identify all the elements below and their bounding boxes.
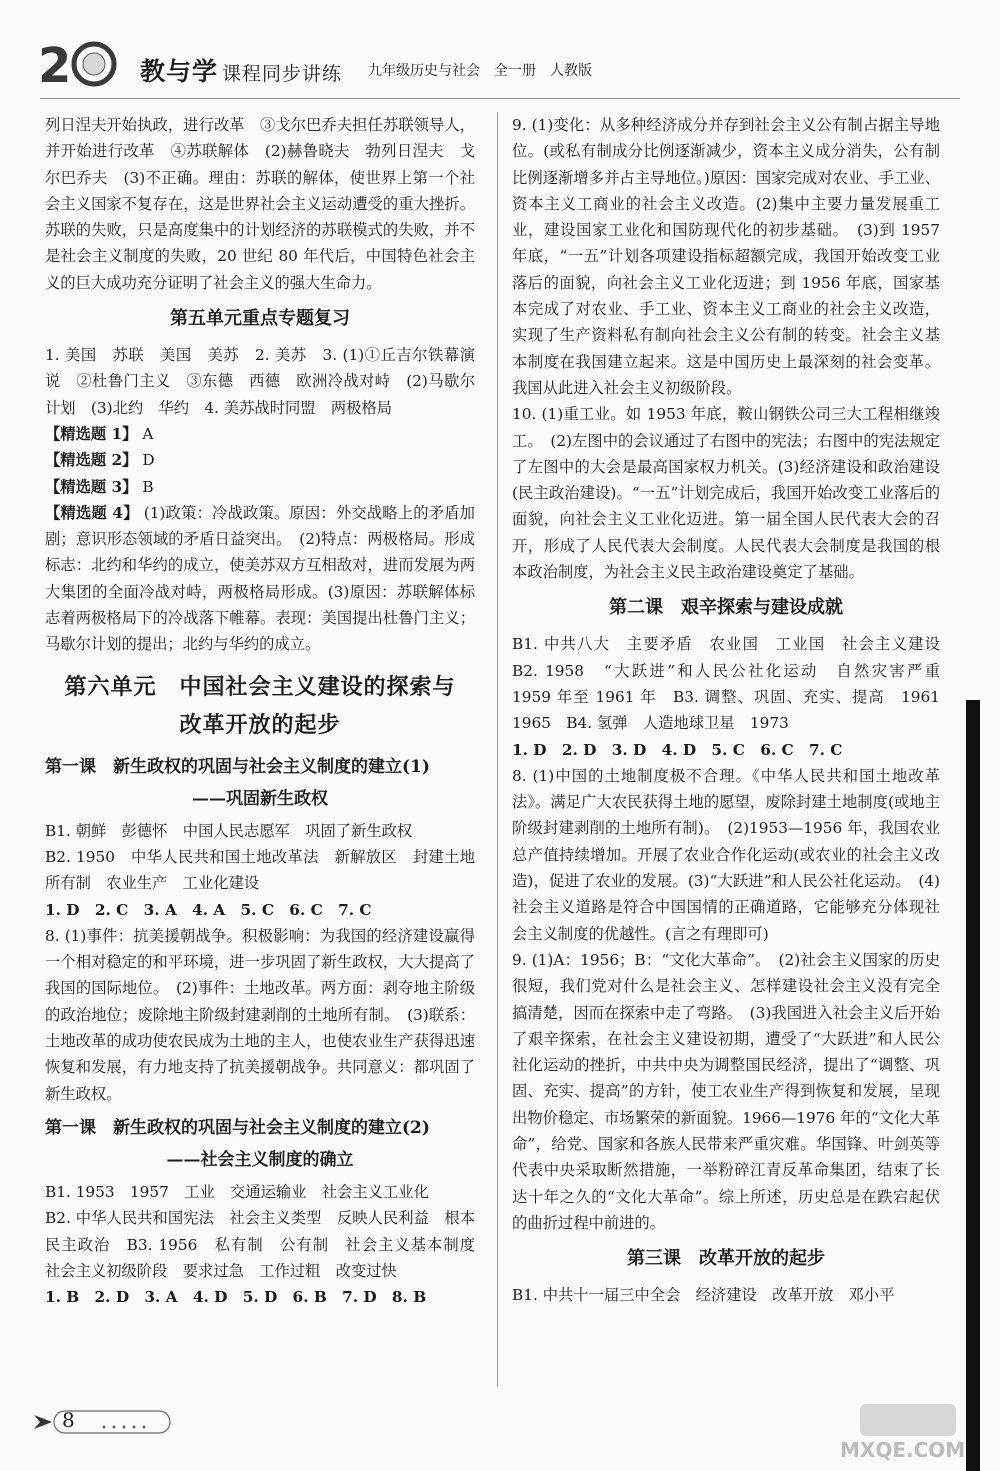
selected-question-1 xyxy=(45,421,475,447)
lesson-subtitle: ——社会主义制度的确立 xyxy=(166,1149,354,1170)
unit-title-line-2: 改革开放的起步 xyxy=(179,711,341,738)
multiple-choice-answers: 1. D 2. C 3. A 4. A 5. C 6. C 7. C xyxy=(45,900,372,919)
answer-paragraph: 列日涅夫开始执政，进行改革 ③戈尔巴乔夫担任苏联领导人，并开始进行改革 ④苏联解体 (2)赫鲁晓夫 勃列日涅夫 戈尔巴乔夫 (3)不正确。理由：苏联的解体，使世界上第一个社会主义国家不复存在，这是世界社会主义运动遭受的重大挫折。苏联的失败，只是高度集中的计划经济的苏联模式的失败，并不是社会主义制度的失败，20 世纪 80 年代后，中国特色社会主义的巨大成功充分证明了社会主义的强大生命力。 xyxy=(45,116,475,292)
answer-text: (1)政策：冷战政策。原因：外交战略上的矛盾加剧；意识形态领域的矛盾日益突出。 (2)特点：两极格局。形成标志：北约和华约的成立，使美苏双方互相敌对，进而发展为两大集团的全面冷战对峙，两极格局形成。(3)原因：苏联解体标志着两极格局下的冷战落下帷幕。表现：美国提出杜鲁门主义；马歇尔计划的提出；北约与华约的成立。 xyxy=(45,503,475,654)
answer-paragraph: 8. (1)中国的土地制度极不合理。《中华人民共和国土地改革法》。满足广大农民获得土地的愿望，废除封建土地制度(或地主阶级封建剥削的土地所有制)。 (2)1953—1956 年，我国农业总产值持续增加。开展了农业合作化运动(或农业的社会主义改造)，促进了农业的发展。(3)“大跃进”和人民公社化运动。 (4)社会主义道路是符合中国国情的正确道路，它能够充分体现社会主义制度的优越性。(言之有理即可) xyxy=(512,766,940,943)
brand-logo-icon xyxy=(38,38,130,90)
page-edge-shadow xyxy=(966,700,980,1471)
selected-question-2 xyxy=(45,447,475,473)
answer-text: B xyxy=(137,477,154,496)
page-header xyxy=(0,0,1000,100)
answer-paragraph: B1. 中共八大 主要矛盾 农业国 工业国 社会主义建设 B2. 1958 “大跃进”和人民公社化运动 自然灾害严重 1959 年至 1961 年 B3. 调整、巩固、充实、提高 1961 1965 B4. 氢弹 人造地球卫星 1973 xyxy=(512,635,956,733)
answer-paragraph: 10. (1)重工业。如 1953 年底，鞍山钢铁公司三大工程相继竣工。 (2)左图中的会议通过了右图中的宪法；右图中的宪法规定了左图中的大会是最高国家权力机关。(3)经济建设和政治建设(民主政治建设)。“一五”计划完成后，我国开始改变工业落后的面貌，向社会主义工业化迈进。第一届全国人民代表大会的召开，形成了人民代表大会制度。人民代表大会制度是我国的根本政治制度，为社会主义民主政治建设奠定了基础。 xyxy=(512,405,940,582)
selected-question-3 xyxy=(45,474,475,500)
book-info: 九年级历史与社会 全一册 人教版 xyxy=(368,63,592,79)
question-label: 【精选题 2】 xyxy=(45,451,138,470)
question-label: 【精选题 1】 xyxy=(45,424,138,443)
watermark-logo-icon xyxy=(840,1400,980,1440)
right-column xyxy=(512,112,956,1308)
answer-paragraph: B1. 1953 1957 工业 交通运输业 社会主义工业化 xyxy=(45,1182,429,1201)
question-label: 【精选题 3】 xyxy=(45,477,138,496)
page-footer-arrow-icon xyxy=(32,1407,172,1437)
left-column xyxy=(45,112,491,1310)
svg-text:2: 2 xyxy=(38,38,72,90)
lesson-title: 第二课 艰辛探索与建设成就 xyxy=(609,597,843,619)
header-rule xyxy=(40,98,960,99)
column-divider xyxy=(497,112,498,1387)
selected-question-4 xyxy=(45,500,475,658)
answer-paragraph: 8. (1)事件：抗美援朝战争。积极影响：为我国的经济建设赢得一个相对稳定的和平环境，进一步巩固了新生政权，大大提高了我国的国际地位。 (2)事件：土地改革。两方面：剥夺地主阶级的政治地位；废除地主阶级封建剥削的土地所有制。 (3)联系：土地改革的成功使农民成为土地的主人，也使农业生产获得迅速恢复和发展，有力地支持了抗美援朝战争。共同意义：都巩固了新生政权。 xyxy=(45,926,475,1103)
answer-paragraph: 9. (1)A：1956；B：“文化大革命”。 (2)社会主义国家的历史很短，我们党对什么是社会主义、怎样建设社会主义没有完全搞清楚，因而在探索中走了弯路。 (3)我国进入社会主义后开始了艰辛探索，在社会主义建设初期，遭受了“大跃进”和人民公社化运动的挫折，中共中央为调整国民经济，提出了“调整、巩固、充实、提高”的方针，使工农业生产得到恢复和发展，呈现出物价稳定、市场繁荣的新面貌。1966—1976 年的“文化大革命”，给党、国家和各族人民带来严重灾难。华国锋、叶剑英等代表中央采取断然措施，一举粉碎江青反革命集团，结束了长达十年之久的“文化大革命”。综上所述，历史总是在跌宕起伏的曲折过程中前进的。 xyxy=(512,950,940,1232)
multiple-choice-answers: 1. B 2. D 3. A 4. D 5. D 6. B 7. D 8. B xyxy=(45,1288,427,1307)
watermark xyxy=(840,1400,980,1470)
answer-text: D xyxy=(137,451,155,470)
section-heading: 第五单元重点专题复习 xyxy=(170,308,350,330)
unit-title-line-1: 第六单元 中国社会主义建设的探索与 xyxy=(64,673,456,700)
answer-text: A xyxy=(137,424,154,443)
question-label: 【精选题 4】 xyxy=(45,503,139,522)
answer-paragraph: B1. 中共十一届三中全会 经济建设 改革开放 邓小平 xyxy=(512,1286,895,1305)
unit-title xyxy=(45,668,475,744)
lesson-title: 第一课 新生政权的巩固与社会主义制度的建立(1) xyxy=(45,756,430,777)
watermark-text: MXQE.COM xyxy=(840,1438,966,1462)
lesson-subtitle: ——巩固新生政权 xyxy=(192,788,328,809)
brand-title xyxy=(140,52,342,88)
lesson-title: 第三课 改革开放的起步 xyxy=(627,1248,825,1270)
brand-main: 教与学 xyxy=(140,57,219,86)
page-number: 8 xyxy=(62,1408,75,1432)
multiple-choice-answers: 1. D 2. D 3. D 4. D 5. C 6. C 7. C xyxy=(512,740,843,759)
answer-paragraph: B2. 1950 中华人民共和国土地改革法 新解放区 封建土地所有制 农业生产 工业化建设 xyxy=(45,847,475,893)
lesson-title: 第一课 新生政权的巩固与社会主义制度的建立(2) xyxy=(45,1117,430,1138)
answer-paragraph: 9. (1)变化：从多种经济成分并存到社会主义公有制占据主导地位。(或私有制成分比例逐渐减少，资本主义成分消失，公有制比例逐渐增多并占主导地位。)原因：国家完成对农业、手工业、资本主义工商业的社会主义改造。(2)集中主要力量发展重工业，建设国家工业化和国防现代化的初步基础。 (3)到 1957 年底，“一五”计划各项建设指标超额完成，我国开始改变工业落后的面貌，向社会主义工业化迈进；到 1956 年底，国家基本完成了对农业、手工业、资本主义工商业的社会主义改造，实现了生产资料私有制向社会主义公有制的转变。社会主义基本制度在我国建立起来。这是中国历史上最深刻的社会变革。我国从此进入社会主义初级阶段。 xyxy=(512,116,940,397)
answer-paragraph: 1. 美国 苏联 美国 美苏 2. 美苏 3. (1)①丘吉尔铁幕演说 ②杜鲁门主义 ③东德 西德 欧洲冷战对峙 (2)马歇尔计划 (3)北约 华约 4. 美苏战时同盟 两极格局 xyxy=(45,346,475,417)
answer-paragraph: B2. 中华人民共和国宪法 社会主义类型 反映人民利益 根本 民主政治 B3. 1956 私有制 公有制 社会主义基本制度 社会主义初级阶段 要求过急 工作过粗 改变过快 xyxy=(45,1209,491,1280)
brand-sub: 课程同步讲练 xyxy=(222,63,343,85)
answer-paragraph: B1. 朝鲜 彭德怀 中国人民志愿军 巩固了新生政权 xyxy=(45,821,413,840)
